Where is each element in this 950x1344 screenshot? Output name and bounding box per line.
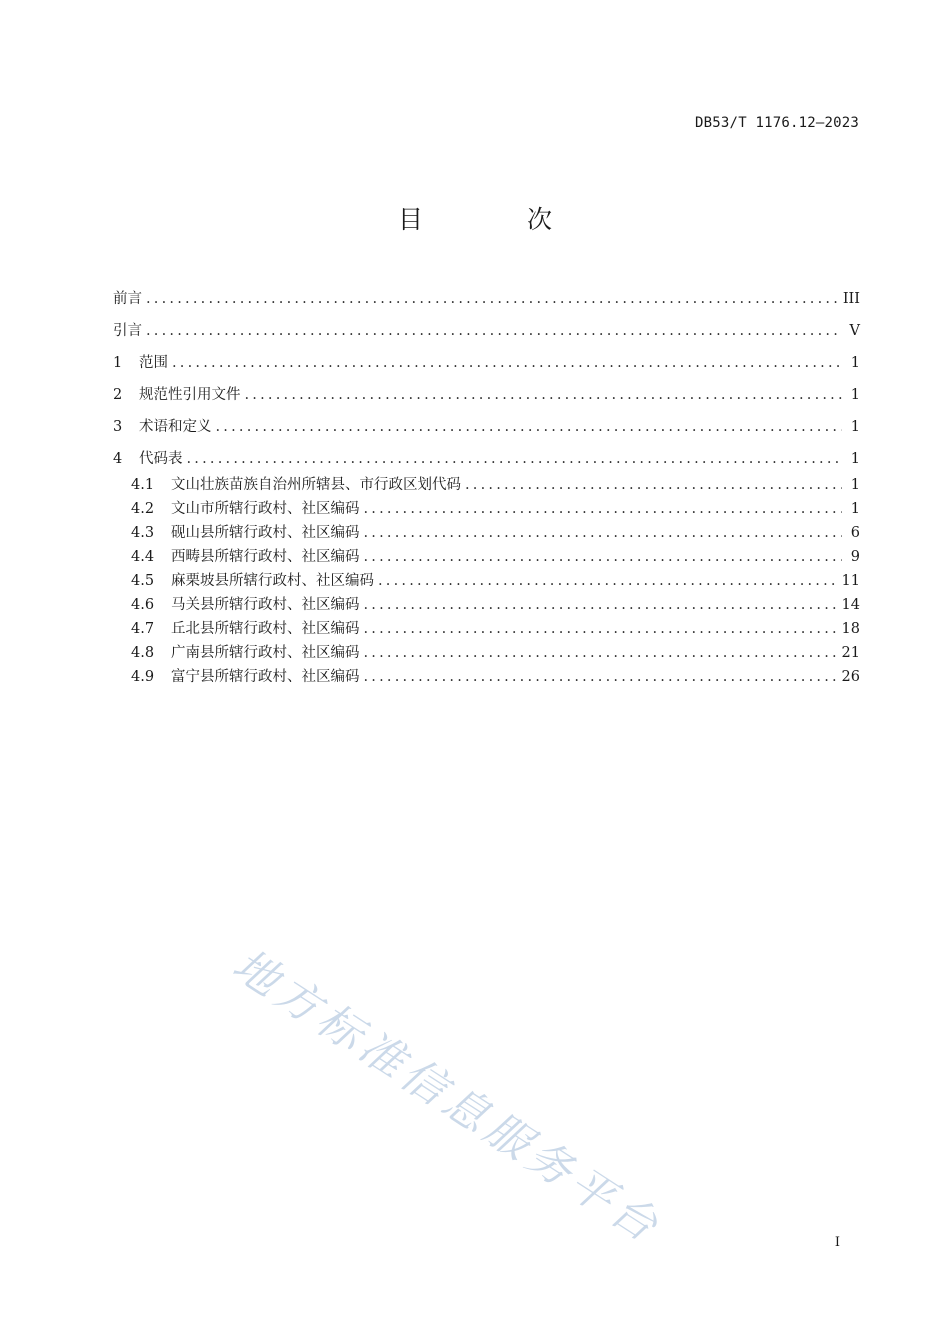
toc-entry-label: 代码表 [139,451,183,467]
toc-entry-number: 4.9 [131,669,155,685]
toc-entry-page: 1 [850,355,860,371]
toc-entry-4-7[interactable] [113,618,860,642]
toc-leader-dots [378,570,836,592]
toc-entry-number: 4.7 [131,621,155,637]
toc-leader-dots [364,618,836,640]
toc-entry-label: 文山壮族苗族自治州所辖县、市行政区划代码 [171,477,461,493]
toc-entry-label: 丘北县所辖行政村、社区编码 [171,621,360,637]
toc-entry-label: 富宁县所辖行政村、社区编码 [171,669,360,685]
toc-leader-dots [364,642,836,664]
toc-leader-dots [364,546,843,568]
toc-entry-4-9[interactable] [113,666,860,690]
page-title: 目 次 [398,205,600,234]
toc-entry-label: 砚山县所辖行政村、社区编码 [171,525,360,541]
watermark: 地方标准信息服务平台 [223,939,671,1255]
toc-entry-label: 广南县所辖行政村、社区编码 [171,645,360,661]
toc-entry-label: 范围 [139,355,168,371]
toc-entry-label: 规范性引用文件 [139,387,241,403]
toc-entry-4-5[interactable] [113,570,860,594]
toc-entry-foreword[interactable] [113,288,860,320]
toc-entry-number: 4 [113,451,123,467]
toc-entry-number: 1 [113,355,123,371]
toc-entry-4-8[interactable] [113,642,860,666]
toc-entry-page: 1 [850,501,860,517]
toc-leader-dots [146,320,842,342]
toc-entry-scope[interactable] [113,352,860,384]
toc-leader-dots [216,416,843,438]
toc-entry-page: 21 [841,645,860,661]
toc-entry-page: 14 [841,597,860,613]
toc-entry-label: 麻栗坡县所辖行政村、社区编码 [171,573,374,589]
toc-entry-4-1[interactable] [113,474,860,498]
toc-entry-introduction[interactable] [113,320,860,352]
table-of-contents [113,288,860,690]
toc-leader-dots [187,448,843,470]
toc-entry-number: 4.3 [131,525,155,541]
toc-entry-number: 4.5 [131,573,155,589]
toc-entry-4-2[interactable] [113,498,860,522]
toc-entry-number: 2 [113,387,123,403]
toc-entry-4-3[interactable] [113,522,860,546]
toc-entry-number: 4.6 [131,597,155,613]
toc-entry-terms-definitions[interactable] [113,416,860,448]
toc-entry-4-4[interactable] [113,546,860,570]
toc-entry-number: 4.2 [131,501,155,517]
toc-leader-dots [172,352,842,374]
toc-entry-label: 引言 [113,323,142,339]
toc-entry-normative-references[interactable] [113,384,860,416]
toc-leader-dots [465,474,842,496]
toc-entry-page: 1 [850,387,860,403]
toc-entry-page: 26 [841,669,860,685]
toc-entry-label: 马关县所辖行政村、社区编码 [171,597,360,613]
toc-entry-page: V [849,323,860,339]
toc-entry-code-tables[interactable] [113,448,860,474]
toc-entry-number: 3 [113,419,123,435]
toc-leader-dots [364,498,843,520]
toc-entry-page: 18 [841,621,860,637]
toc-entry-page: 1 [850,477,860,493]
toc-entry-number: 4.8 [131,645,155,661]
toc-leader-dots [146,288,837,310]
page-number: I [834,1235,840,1250]
toc-entry-label: 文山市所辖行政村、社区编码 [171,501,360,517]
toc-entry-label: 西畴县所辖行政村、社区编码 [171,549,360,565]
toc-entry-page: 11 [841,573,860,589]
toc-entry-page: 9 [850,549,860,565]
toc-leader-dots [364,666,836,688]
toc-leader-dots [364,594,836,616]
toc-leader-dots [364,522,843,544]
toc-entry-label: 术语和定义 [139,419,212,435]
document-code: DB53/T 1176.12—2023 [695,115,859,131]
toc-leader-dots [245,384,843,406]
toc-entry-page: 1 [850,451,860,467]
toc-entry-page: 1 [850,419,860,435]
toc-entry-number: 4.1 [131,477,155,493]
toc-entry-number: 4.4 [131,549,155,565]
toc-entry-4-6[interactable] [113,594,860,618]
toc-entry-label: 前言 [113,291,142,307]
toc-entry-page: III [842,291,860,307]
toc-entry-page: 6 [850,525,860,541]
